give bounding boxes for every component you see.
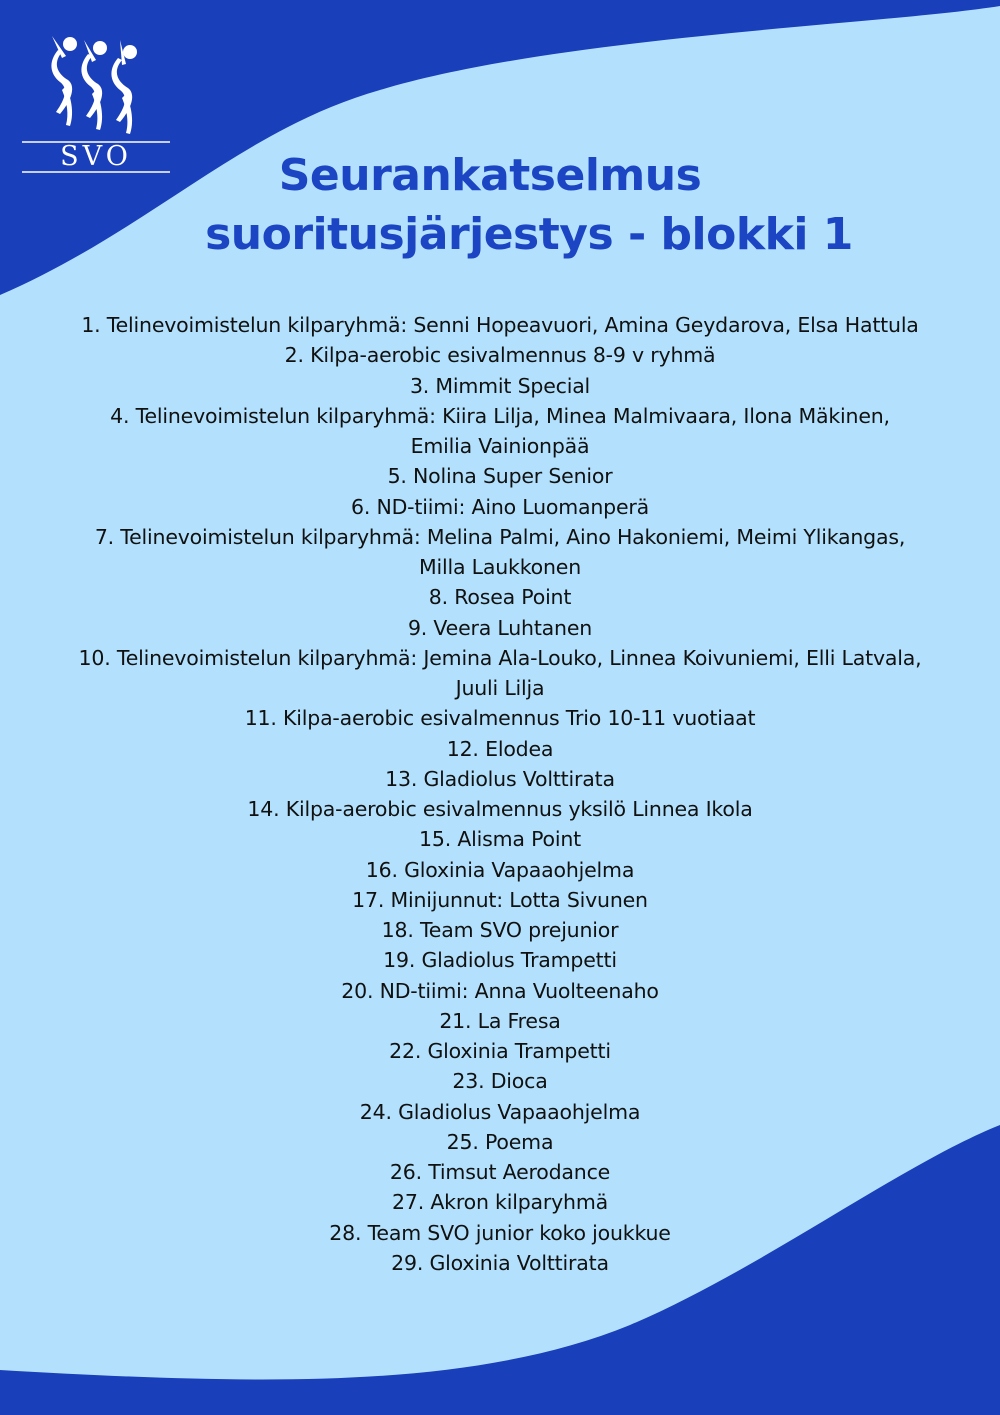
list-item: 6. ND-tiimi: Aino Luomanperä — [350, 494, 650, 519]
list-item: 7. Telinevoimistelun kilparyhmä: Melina Palmi, Aino Hakoniemi, Meimi Ylikangas, Milla Laukkonen — [94, 524, 906, 579]
list-item: 8. Rosea Point — [428, 585, 572, 610]
list-item: 26. Timsut Aerodance — [389, 1160, 611, 1184]
list-item: 24. Gladiolus Vapaaohjelma — [359, 1099, 641, 1124]
list-item: 28. Team SVO junior koko joukkue — [329, 1220, 671, 1245]
list-item: 29. Gloxinia Volttirata — [391, 1250, 609, 1275]
list-item: 21. La Fresa — [439, 1008, 561, 1033]
three-gymnasts-icon — [51, 36, 137, 134]
list-item: 25. Poema — [446, 1129, 554, 1154]
list-item: 22. Gloxinia Trampetti — [389, 1039, 611, 1063]
list-item: 1. Telinevoimistelun kilparyhmä: Senni Hopeavuori, Amina Geydarova, Elsa Hattula — [81, 313, 919, 337]
list-item: 11. Kilpa-aerobic esivalmennus Trio 10-11 vuotiaat — [244, 706, 756, 731]
list-item: 18. Team SVO prejunior — [381, 918, 619, 942]
list-item: 14. Kilpa-aerobic esivalmennus yksilö Linnea Ikola — [247, 797, 753, 821]
list-item: 9. Veera Luhtanen — [407, 615, 593, 640]
list-item: 3. Mimmit Special — [409, 373, 591, 398]
title-line-1: Seurankatselmus — [278, 150, 702, 201]
list-item: 27. Akron kilparyhmä — [392, 1190, 608, 1215]
page-title — [40, 146, 960, 264]
list-item: 20. ND-tiimi: Anna Vuolteenaho — [341, 978, 659, 1003]
performance-order-list — [78, 310, 922, 1278]
list-item: 10. Telinevoimistelun kilparyhmä: Jemina Ala-Louko, Linnea Koivuniemi, Elli Latvala, Juuli Lilja — [78, 645, 922, 700]
logo-text: SVO — [60, 141, 132, 172]
list-item: 2. Kilpa-aerobic esivalmennus 8-9 v ryhmä — [284, 343, 716, 368]
list-item: 15. Alisma Point — [419, 827, 581, 852]
title-line-2: suoritusjärjestys - blokki 1 — [205, 209, 853, 260]
list-item: 17. Minijunnut: Lotta Sivunen — [352, 887, 648, 912]
list-item: 12. Elodea — [446, 736, 554, 761]
list-item: 5. Nolina Super Senior — [387, 464, 613, 489]
list-item: 16. Gloxinia Vapaaohjelma — [365, 857, 635, 882]
list-item: 19. Gladiolus Trampetti — [383, 948, 617, 973]
list-item: 23. Dioca — [452, 1069, 548, 1094]
list-item: 4. Telinevoimistelun kilparyhmä: Kiira Lilja, Minea Malmivaara, Ilona Mäkinen, Emilia Vainionpää — [110, 403, 890, 458]
list-item: 13. Gladiolus Volttirata — [385, 766, 615, 791]
